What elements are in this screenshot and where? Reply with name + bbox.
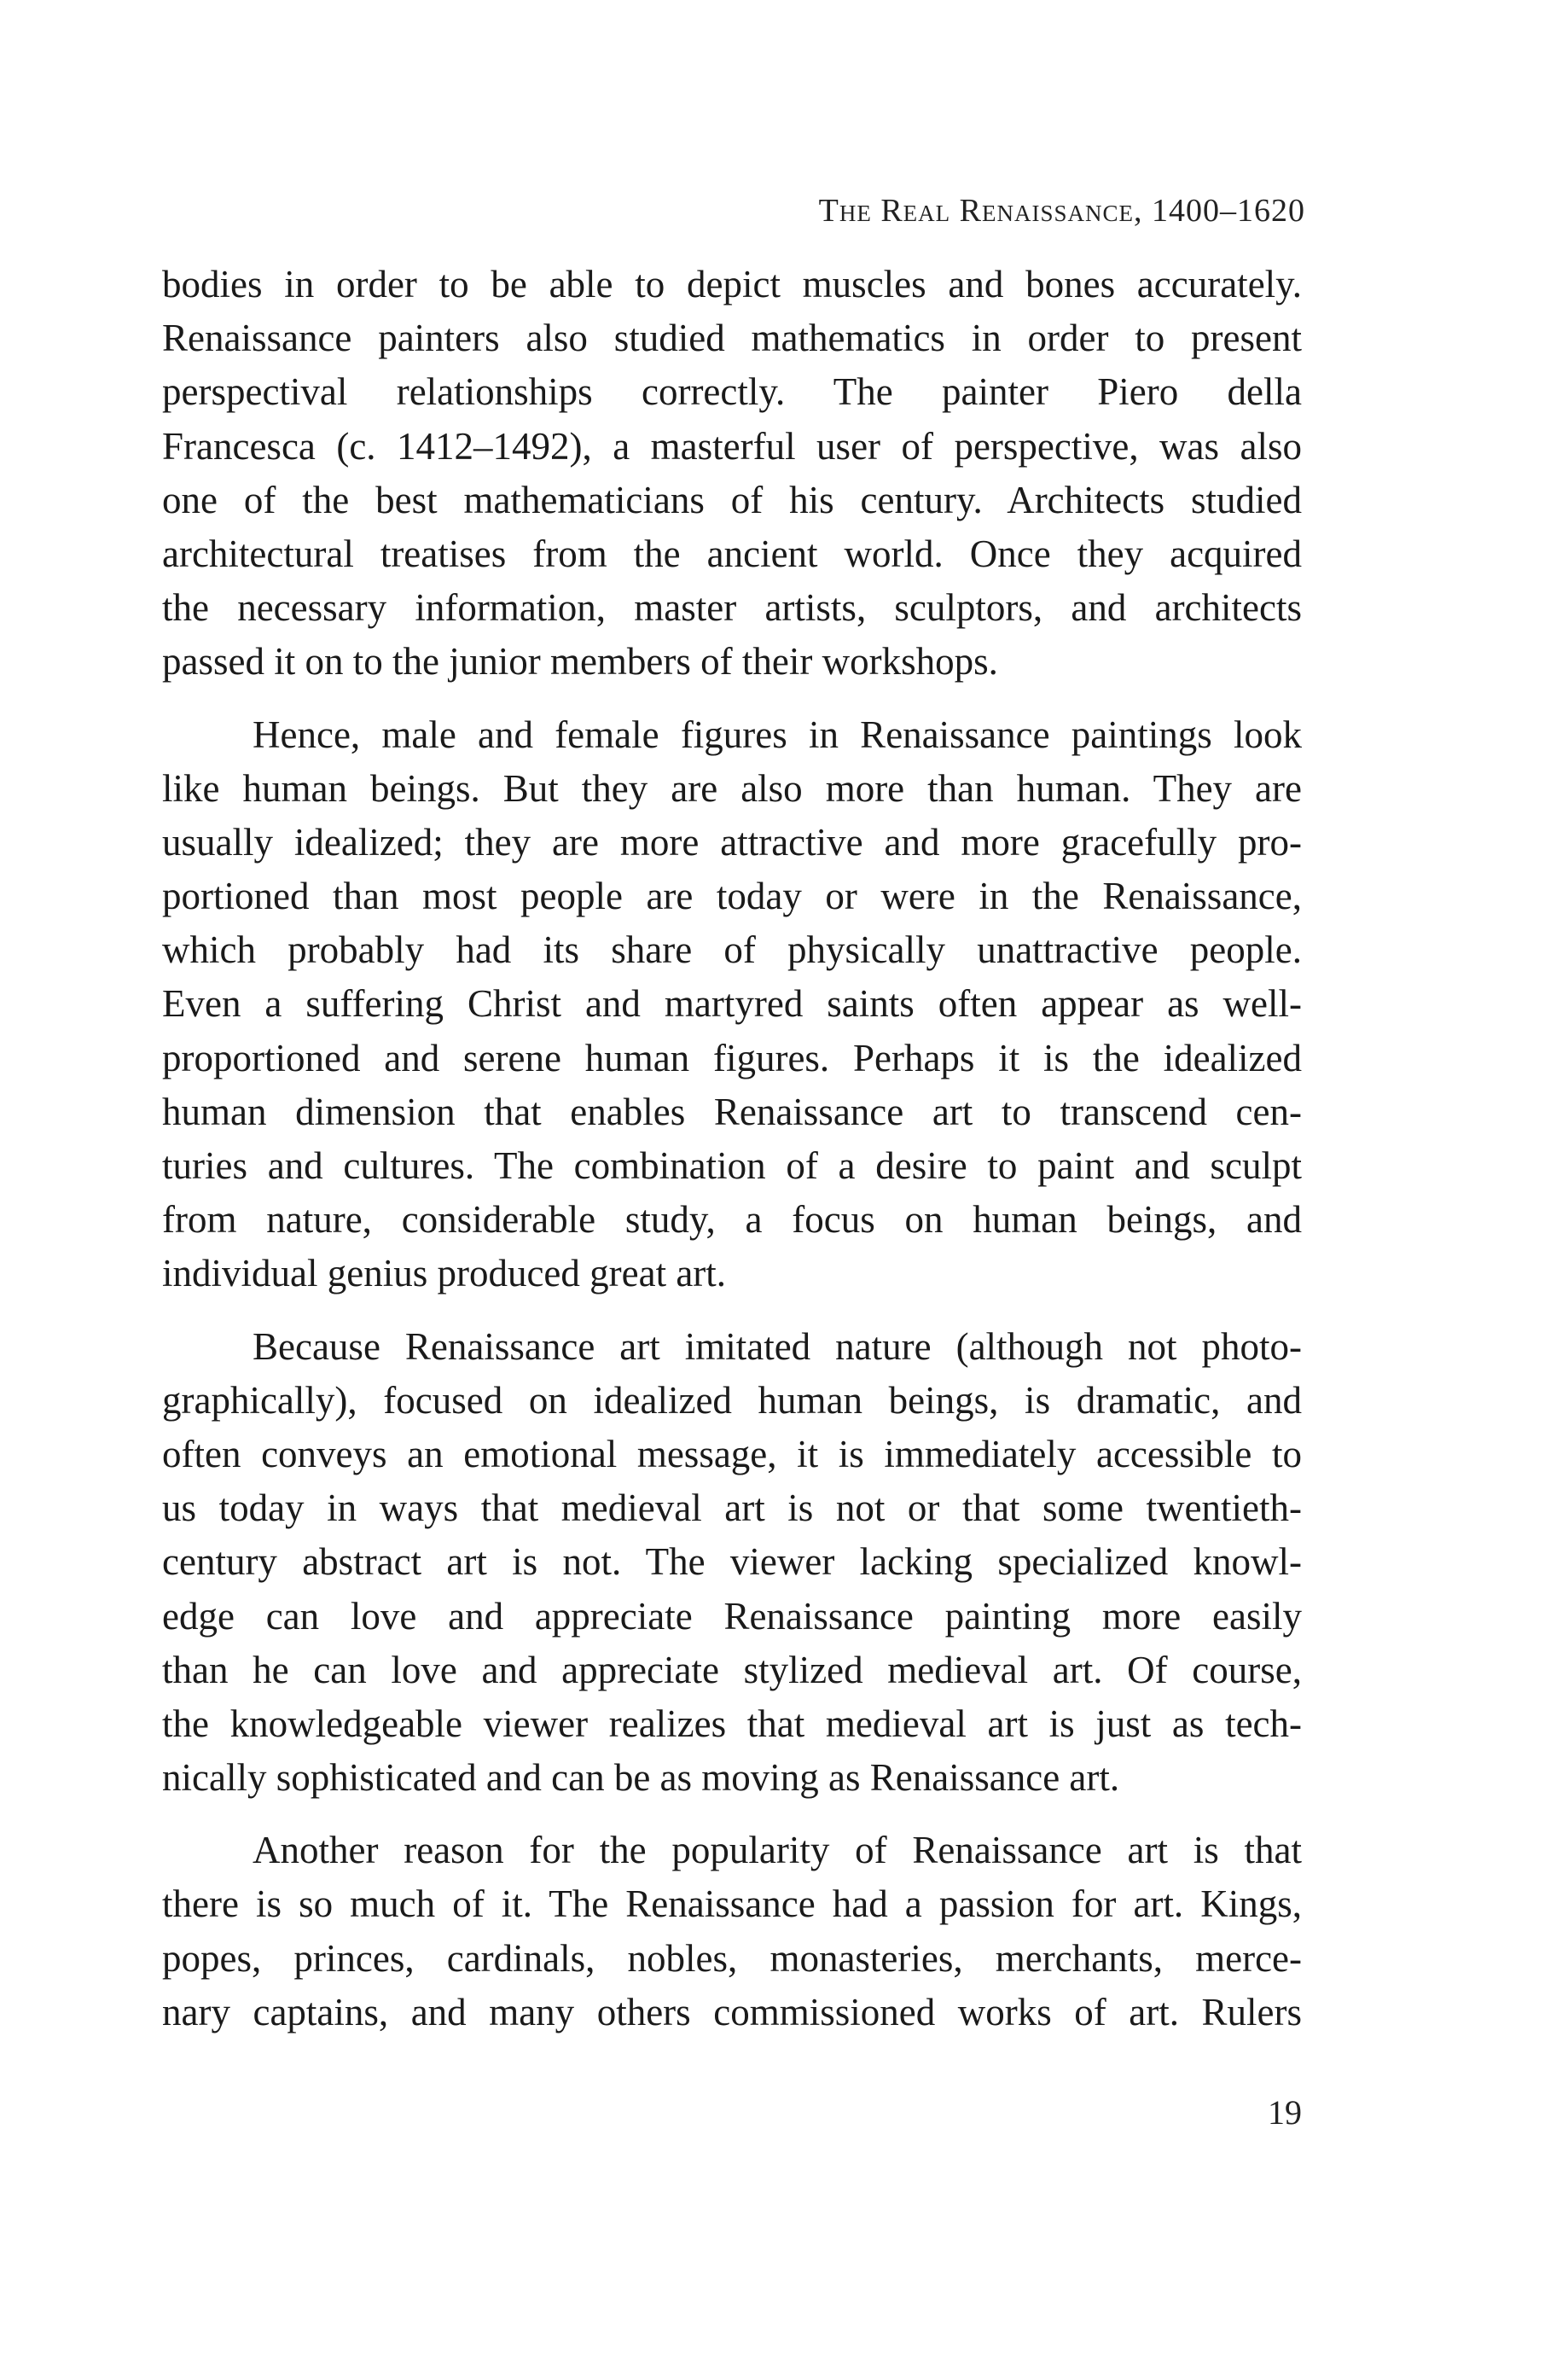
- paragraph-4: [162, 1824, 1302, 2039]
- text-line: like human beings. But they are also more than human. They are: [162, 766, 1302, 810]
- text-line: proportioned and serene human figures. Perhaps it is the idealized: [162, 1036, 1302, 1079]
- page-body: [162, 258, 1302, 2039]
- text-line: nically sophisticated and can be as moving as Renaissance art.: [162, 1756, 1120, 1800]
- text-line: there is so much of it. The Renaissance had a passion for art. Kings,: [162, 1882, 1302, 1926]
- text-line: than he can love and appreciate stylized medieval art. Of course,: [162, 1648, 1302, 1691]
- text-line: architectural treatises from the ancient world. Once they acquired: [162, 532, 1302, 575]
- page-number: 19: [1268, 2093, 1302, 2132]
- text-line: individual genius produced great art.: [162, 1252, 727, 1295]
- text-line: Francesca (c. 1412–1492), a masterful user of perspective, was also: [162, 424, 1302, 468]
- text-line: Another reason for the popularity of Renaissance art is that: [253, 1829, 1302, 1872]
- text-line: from nature, considerable study, a focus on human beings, and: [162, 1198, 1302, 1242]
- text-line: turies and cultures. The combination of a desire to paint and sculpt: [162, 1144, 1302, 1187]
- text-line: often conveys an emotional message, it is immediately accessible to: [162, 1432, 1302, 1475]
- text-line: Even a suffering Christ and martyred saints often appear as well-: [162, 982, 1302, 1026]
- text-line: Renaissance painters also studied mathematics in order to present: [162, 317, 1302, 360]
- text-line: the knowledgeable viewer realizes that medieval art is just as tech-: [162, 1702, 1302, 1745]
- text-line: Hence, male and female figures in Renaissance paintings look: [253, 713, 1302, 756]
- text-line: bodies in order to be able to depict muscles and bones accurately.: [162, 263, 1302, 305]
- text-line: which probably had its share of physically unattractive people.: [162, 928, 1302, 972]
- running-head-title: The Real Renaissance, 1400–1620: [818, 193, 1305, 229]
- text-line: usually idealized; they are more attractive and more gracefully pro-: [162, 820, 1302, 864]
- text-line: the necessary information, master artists, sculptors, and architects: [162, 586, 1302, 630]
- text-line: perspectival relationships correctly. The painter Piero della: [162, 370, 1302, 414]
- paragraph-1: [162, 258, 1302, 689]
- paragraph-3: [162, 1320, 1302, 1806]
- text-line: graphically), focused on idealized human beings, is dramatic, and: [162, 1378, 1302, 1422]
- text-line: century abstract art is not. The viewer lacking specialized knowl-: [162, 1540, 1302, 1584]
- text-line: passed it on to the junior members of their workshops.: [162, 640, 998, 684]
- text-line: edge can love and appreciate Renaissance painting more easily: [162, 1594, 1302, 1638]
- text-line: Because Renaissance art imitated nature (although not photo-: [253, 1324, 1302, 1368]
- paragraph-2: [162, 708, 1302, 1301]
- text-line: popes, princes, cardinals, nobles, monasteries, merchants, merce-: [162, 1936, 1302, 1980]
- text-line: human dimension that enables Renaissance art to transcend cen-: [162, 1090, 1302, 1133]
- text-line: us today in ways that medieval art is not or that some twentieth-: [162, 1487, 1302, 1530]
- text-line: one of the best mathematicians of his century. Architects studied: [162, 478, 1302, 521]
- text-line: portioned than most people are today or were in the Renaissance,: [162, 875, 1302, 918]
- text-line: nary captains, and many others commissioned works of art. Rulers: [162, 1990, 1302, 2033]
